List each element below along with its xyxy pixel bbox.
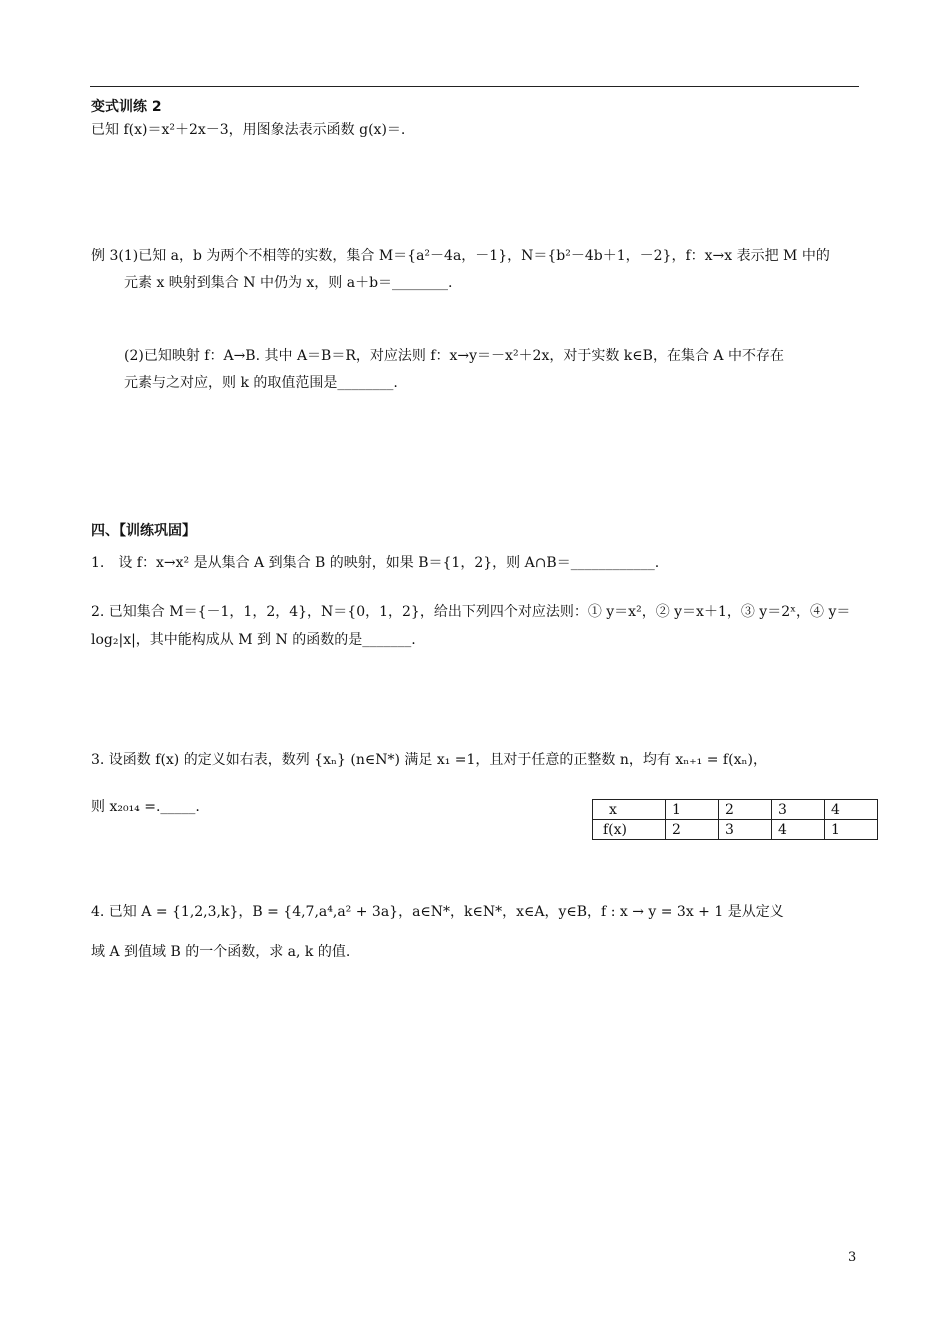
page-number: 3: [848, 1250, 857, 1265]
function-table-header-row: [593, 800, 878, 820]
table-cell: f(x): [593, 820, 666, 840]
table-cell: 3: [719, 820, 772, 840]
section-4-title: 四、【训练巩固】: [91, 523, 196, 539]
example-3-part1-line1: 例 3(1)已知 a，b 为两个不相等的实数，集合 M＝{a²－4a，－1}，N＝{b²－4b＋1，－2}，f：x→x 表示把 M 中的: [91, 248, 830, 264]
table-cell: 3: [772, 800, 825, 820]
question-1: 1. 设 f：x→x² 是从集合 A 到集合 B 的映射，如果 B＝{1，2}，则 A∩B＝____________.: [91, 555, 660, 571]
example-3-part1-line2: 元素 x 映射到集合 N 中仍为 x，则 a＋b＝________.: [124, 275, 453, 291]
function-table: [592, 799, 878, 840]
table-cell: 1: [825, 820, 878, 840]
top-rule: [90, 86, 859, 87]
question-2-line1: 2. 已知集合 M＝{－1，1，2，4}，N＝{0，1，2}，给出下列四个对应法则：① y＝x²，② y＝x＋1，③ y＝2ˣ，④ y＝: [91, 604, 851, 620]
table-cell: 4: [825, 800, 878, 820]
question-4-line1: 4. 已知 A = {1,2,3,k}，B = {4,7,a⁴,a² + 3a}，a∈N*，k∈N*，x∈A，y∈B，f : x → y = 3x + 1 是从定义: [91, 904, 784, 920]
table-cell: 2: [666, 820, 719, 840]
question-3-line2: 则 x₂₀₁₄ =._____.: [91, 799, 200, 815]
function-table-value-row: [593, 820, 878, 840]
table-cell: 2: [719, 800, 772, 820]
table-cell: 1: [666, 800, 719, 820]
table-cell: x: [593, 800, 666, 820]
table-cell: 4: [772, 820, 825, 840]
question-2-line2: log₂|x|，其中能构成从 M 到 N 的函数的是_______.: [91, 632, 416, 648]
question-3-line1: 3. 设函数 f(x) 的定义如右表，数列 {xₙ} (n∈N*) 满足 x₁ =1，且对于任意的正整数 n，均有 xₙ₊₁ = f(xₙ)，: [91, 752, 767, 768]
example-3-part2-line2: 元素与之对应，则 k 的取值范围是________.: [124, 375, 398, 391]
example-3-part2-line1: (2)已知映射 f：A→B. 其中 A＝B＝R，对应法则 f：x→y＝－x²＋2x，对于实数 k∈B，在集合 A 中不存在: [124, 348, 784, 364]
question-4-line2: 域 A 到值域 B 的一个函数，求 a, k 的值.: [91, 944, 351, 960]
exercise-2-title: 变式训练 2: [91, 99, 162, 115]
exercise-2-text: 已知 f(x)＝x²＋2x－3，用图象法表示函数 g(x)＝.: [91, 122, 406, 138]
